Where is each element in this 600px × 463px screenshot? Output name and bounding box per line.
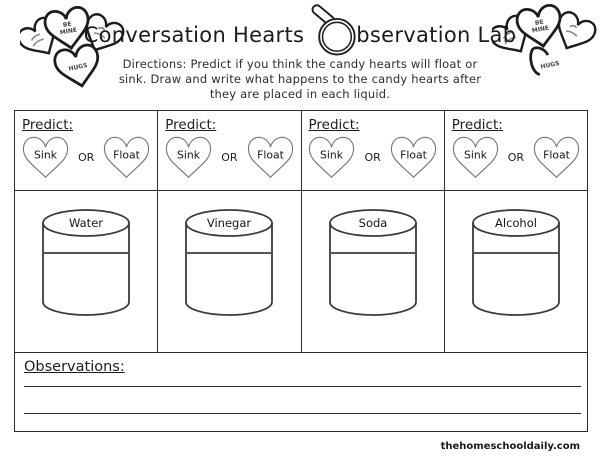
float-label: Float — [256, 148, 284, 162]
column-vinegar — [158, 111, 301, 352]
sink-heart-icon — [308, 135, 355, 180]
float-label: Float — [399, 148, 427, 162]
jar-cell — [445, 191, 587, 352]
candy-text-mine: MINE — [531, 24, 550, 35]
column-alcohol — [445, 111, 587, 352]
predict-columns — [15, 111, 587, 352]
jar-label: Water — [69, 216, 104, 230]
observation-table — [14, 110, 588, 432]
jar-icon — [327, 208, 419, 318]
candy-text-be: BE — [62, 20, 73, 30]
float-label: Float — [113, 148, 141, 162]
observation-writing-line — [24, 413, 581, 414]
jar-icon — [470, 208, 562, 318]
candy-text-be: BE — [534, 18, 545, 28]
sink-label: Sink — [320, 148, 344, 162]
float-heart-icon — [533, 135, 580, 180]
jar-cell — [158, 191, 300, 352]
jar-icon — [183, 208, 275, 318]
footer-site-label: thehomeschooldaily.com — [440, 441, 580, 452]
predict-label: Predict: — [308, 117, 360, 133]
jar-label: Vinegar — [207, 216, 252, 230]
sink-label: Sink — [33, 148, 57, 162]
observations-section — [15, 352, 587, 431]
directions-line: they are placed in each liquid. — [209, 87, 391, 101]
column-soda — [302, 111, 445, 352]
or-label: OR — [507, 151, 525, 164]
sink-heart-icon — [165, 135, 212, 180]
predict-cell — [158, 111, 300, 191]
float-label: Float — [543, 148, 570, 162]
predict-cell — [445, 111, 587, 191]
sink-heart-icon — [452, 135, 499, 180]
jar-icon — [40, 208, 132, 318]
sink-heart-icon — [22, 135, 69, 180]
or-label: OR — [364, 151, 381, 164]
sink-label: Sink — [463, 148, 487, 162]
candy-text-hugs: HUGS — [540, 59, 561, 71]
observations-label: Observations: — [24, 359, 125, 375]
observation-writing-line — [24, 386, 581, 387]
jar-label: Alcohol — [494, 216, 537, 230]
sink-label: Sink — [177, 148, 201, 162]
jar-cell — [15, 191, 157, 352]
jar-label: Soda — [358, 216, 387, 230]
page-title — [0, 14, 600, 56]
predict-cell — [15, 111, 157, 191]
candy-text-mine: MINE — [59, 26, 78, 37]
predict-label: Predict: — [22, 117, 74, 133]
or-label: OR — [77, 151, 95, 164]
column-water — [15, 111, 158, 352]
or-label: OR — [221, 151, 238, 164]
predict-cell — [302, 111, 444, 191]
float-heart-icon — [390, 135, 437, 180]
title-text-left: Conversation Hearts — [83, 23, 305, 47]
predict-label: Predict: — [165, 117, 217, 133]
magnifying-glass-icon — [311, 2, 359, 58]
directions-line: sink. Draw and write what happens to the candy hearts after — [118, 72, 482, 86]
predict-label: Predict: — [451, 117, 503, 133]
float-heart-icon — [103, 135, 150, 180]
directions-text — [0, 57, 600, 102]
candy-text-hugs: HUGS — [68, 61, 89, 73]
jar-cell — [302, 191, 444, 352]
title-text-right: bservation Lab — [356, 23, 517, 47]
directions-line: Directions: Predict if you think the candy hearts will float or — [122, 57, 478, 71]
float-heart-icon — [247, 135, 294, 180]
